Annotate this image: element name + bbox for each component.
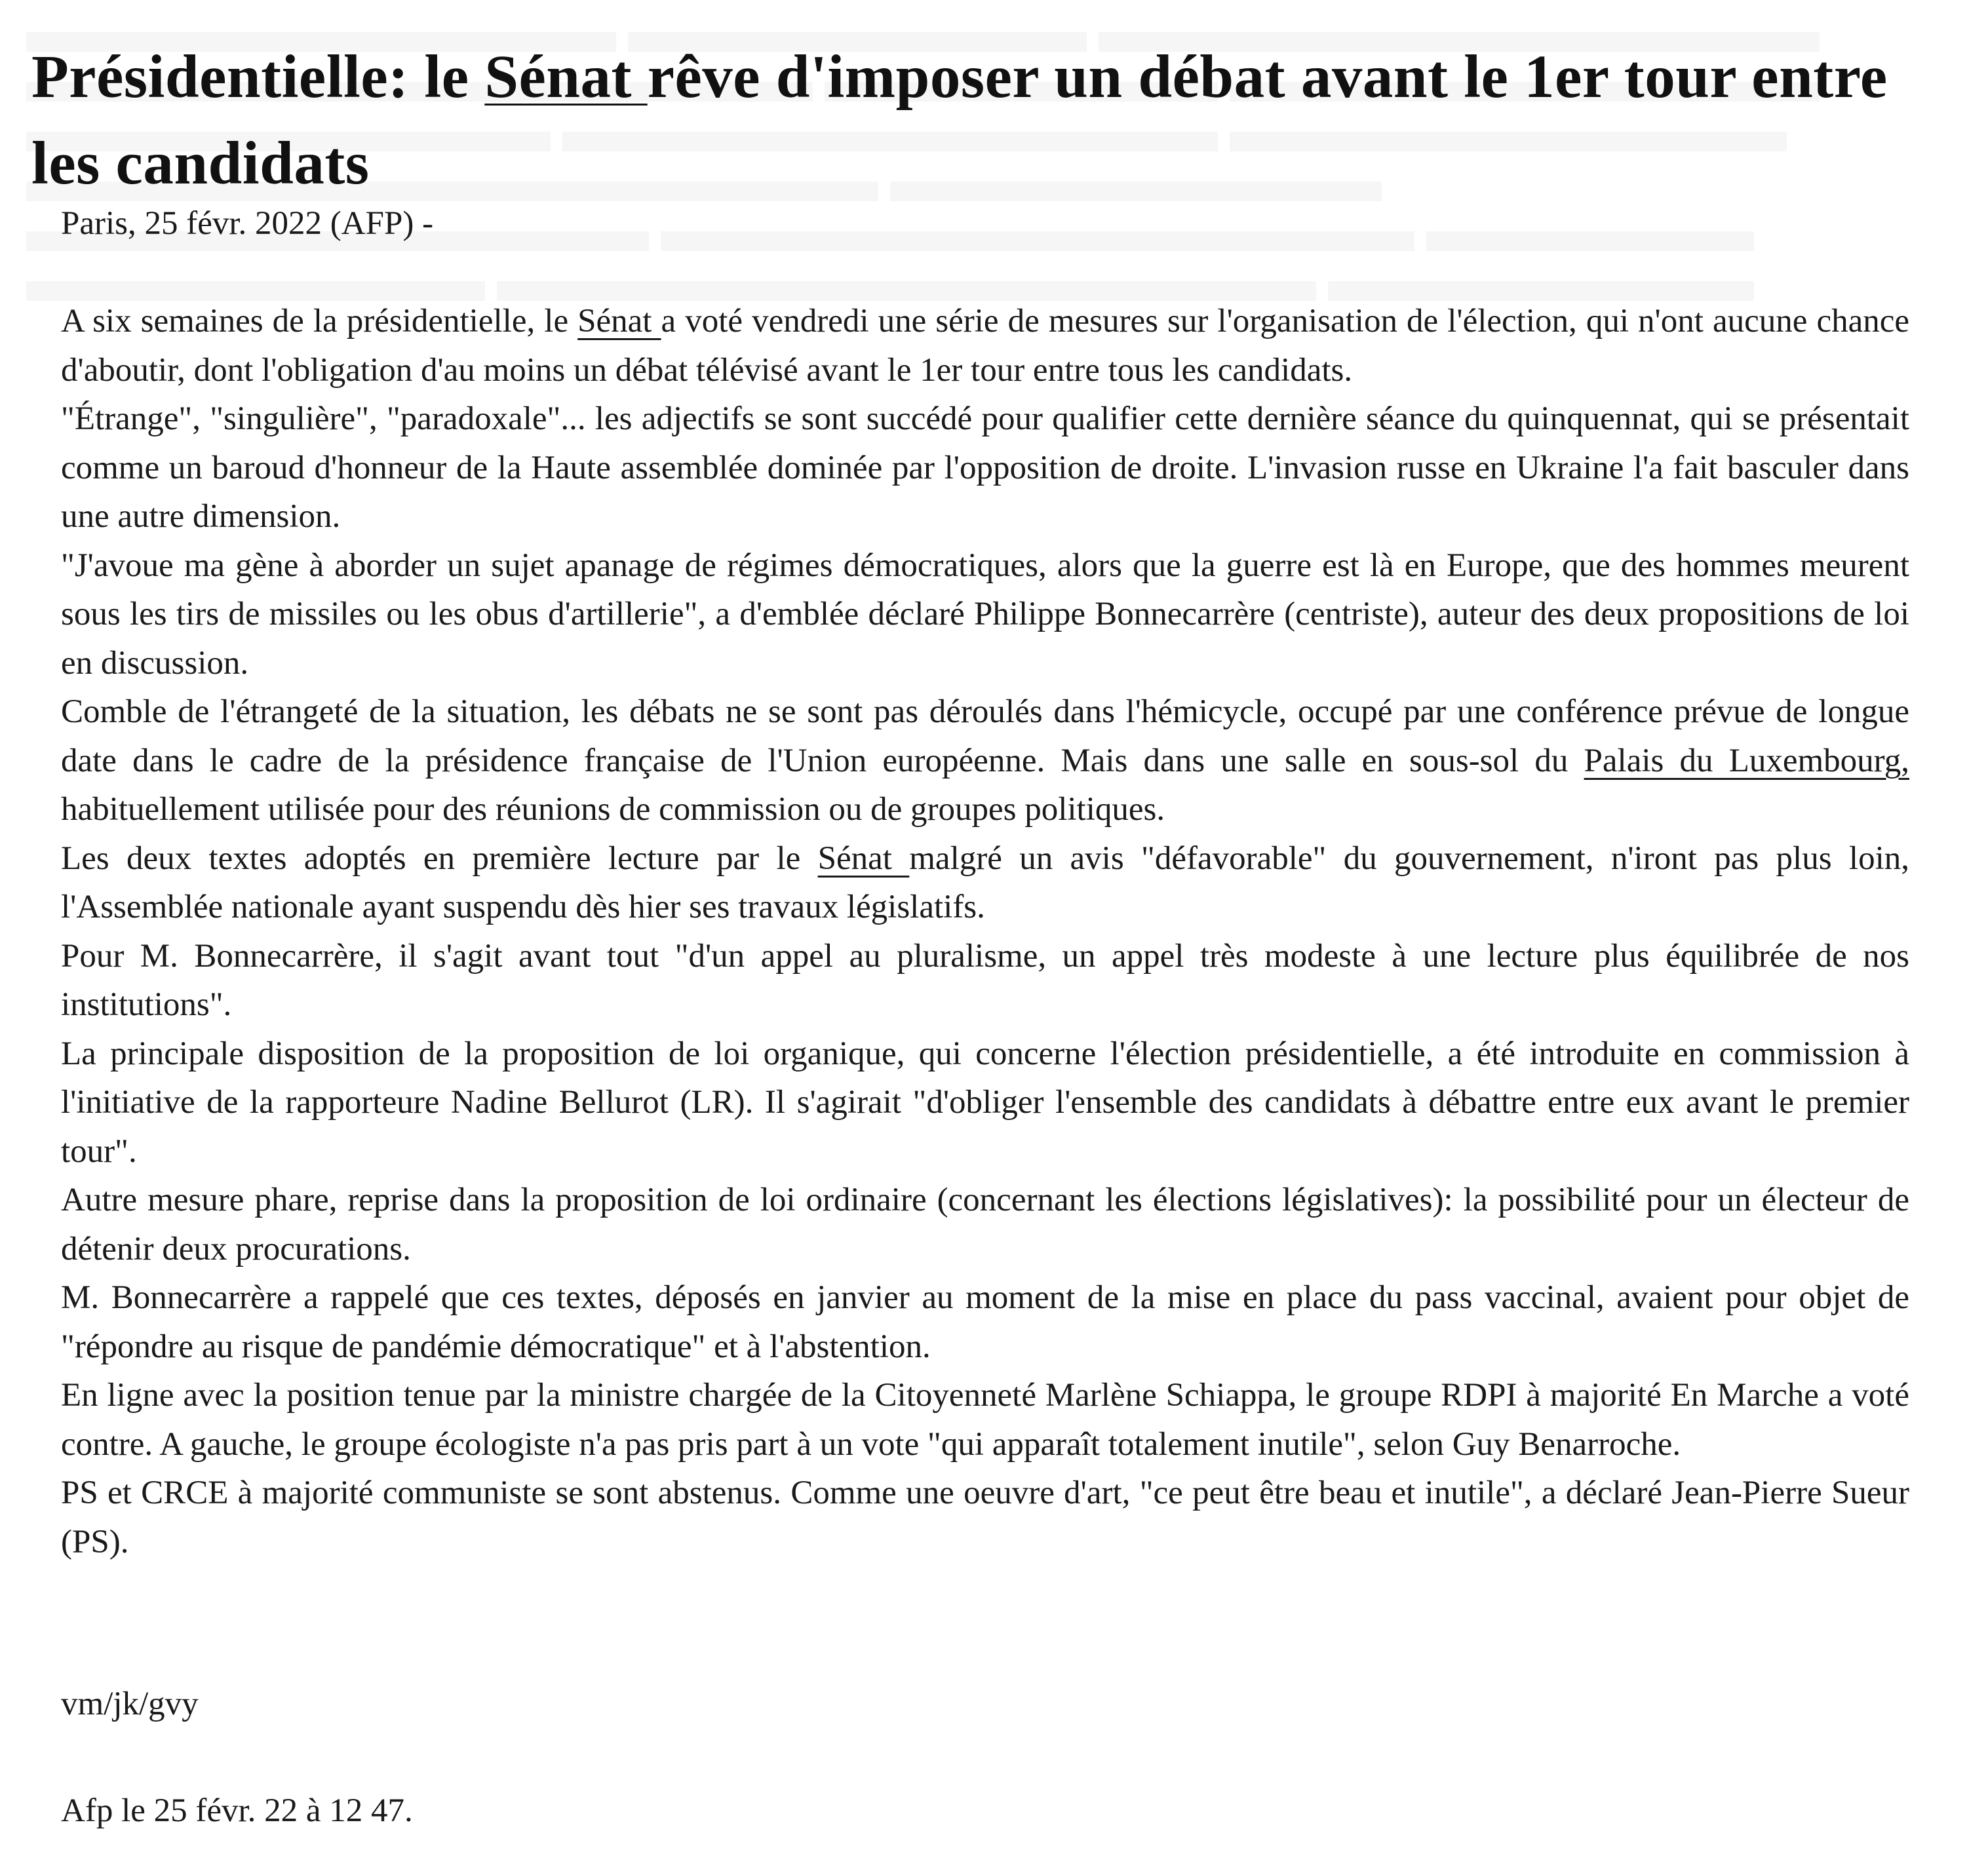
paragraph: "J'avoue ma gène à aborder un sujet apanage de régimes démocratiques, alors que la guerre est là en Europe, que des hommes meurent sous les tirs de missiles ou les obus d'artillerie", a d'emblée déclaré Philippe Bonnecarrère (centriste), auteur des deux propositions de loi en discussion. xyxy=(61,547,1909,682)
paragraph-text: a voté vendredi une série de mesures sur l'organisation de l'élection, qui n'ont aucune chance d'aboutir, dont l'obligation d'au moins un débat télévisé avant le 1er tour entre tous les candidats. xyxy=(61,303,1909,389)
paragraph: M. Bonnecarrère a rappelé que ces textes, déposés en janvier au moment de la mise en place du pass vaccinal, avaient pour objet de "répondre au risque de pandémie démocratique" et à l'abstention. xyxy=(61,1279,1909,1365)
inline-link-senat[interactable]: Sénat xyxy=(817,840,910,877)
paragraph xyxy=(61,687,1909,834)
article-headline xyxy=(31,34,1919,207)
dateline: Paris, 25 févr. 2022 (AFP) - xyxy=(61,205,434,242)
paragraph: Pour M. Bonnecarrère, il s'agit avant tout "d'un appel au pluralisme, un appel très modeste à une lecture plus équilibrée de nos institutions". xyxy=(61,937,1909,1023)
paragraph-text: Les deux textes adoptés en première lecture par le xyxy=(61,840,818,877)
paragraph: Autre mesure phare, reprise dans la proposition de loi ordinaire (concernant les élections législatives): la possibilité pour un électeur de détenir deux procurations. xyxy=(61,1182,1909,1267)
headline-text-end: rêve d'imposer un débat avant le 1er tour entre les candidats xyxy=(31,43,1888,197)
author-signoff: vm/jk/gvy xyxy=(61,1686,199,1722)
inline-link-palais-du-luxembourg[interactable]: Palais du Luxembourg, xyxy=(1584,742,1909,779)
paragraph-text: Comble de l'étrangeté de la situation, les débats ne se sont pas déroulés dans l'hémicycle, occupé par une conférence prévue de longue date dans le cadre de la présidence française de l'Union européenne. Mais dans une salle en sous-sol du xyxy=(61,693,1909,779)
paragraph: La principale disposition de la proposition de loi organique, qui concerne l'élection présidentielle, a été introduite en commission à l'initiative de la rapporteure Nadine Bellurot (LR). Il s'agirait "d'obliger l'ensemble des candidats à débattre entre eux avant le premier tour". xyxy=(61,1035,1909,1170)
paragraph xyxy=(61,834,1909,932)
source-footer: Afp le 25 févr. 22 à 12 47. xyxy=(61,1792,413,1829)
article-body xyxy=(61,297,1909,1566)
paragraph: PS et CRCE à majorité communiste se sont abstenus. Comme une oeuvre d'art, "ce peut être beau et inutile", a déclaré Jean-Pierre Sueur (PS). xyxy=(61,1475,1909,1560)
paragraph: "Étrange", "singulière", "paradoxale"... les adjectifs se sont succédé pour qualifier cette dernière séance du quinquennat, qui se présentait comme un baroud d'honneur de la Haute assemblée dominée par l'opposition de droite. L'invasion russe en Ukraine l'a fait basculer dans une autre dimension. xyxy=(61,400,1909,535)
inline-link-senat[interactable]: Sénat xyxy=(577,303,661,339)
paragraph-text: habituellement utilisée pour des réunions de commission ou de groupes politiques. xyxy=(61,791,1165,828)
paragraph: En ligne avec la position tenue par la ministre chargée de la Citoyenneté Marlène Schiappa, le groupe RDPI à majorité En Marche a voté contre. A gauche, le groupe écologiste n'a pas pris part à un vote "qui apparaît totalement inutile", selon Guy Benarroche. xyxy=(61,1377,1909,1463)
headline-text-start: Présidentielle: le xyxy=(31,43,485,111)
paragraph-text: malgré un avis "défavorable" du gouvernement, n'iront pas plus loin, l'Assemblée nationale ayant suspendu dès hier ses travaux législatifs. xyxy=(61,840,1909,925)
paragraph-text: A six semaines de la présidentielle, le xyxy=(61,303,578,339)
paragraph xyxy=(61,297,1909,395)
headline-link-senat[interactable]: Sénat xyxy=(484,43,648,111)
